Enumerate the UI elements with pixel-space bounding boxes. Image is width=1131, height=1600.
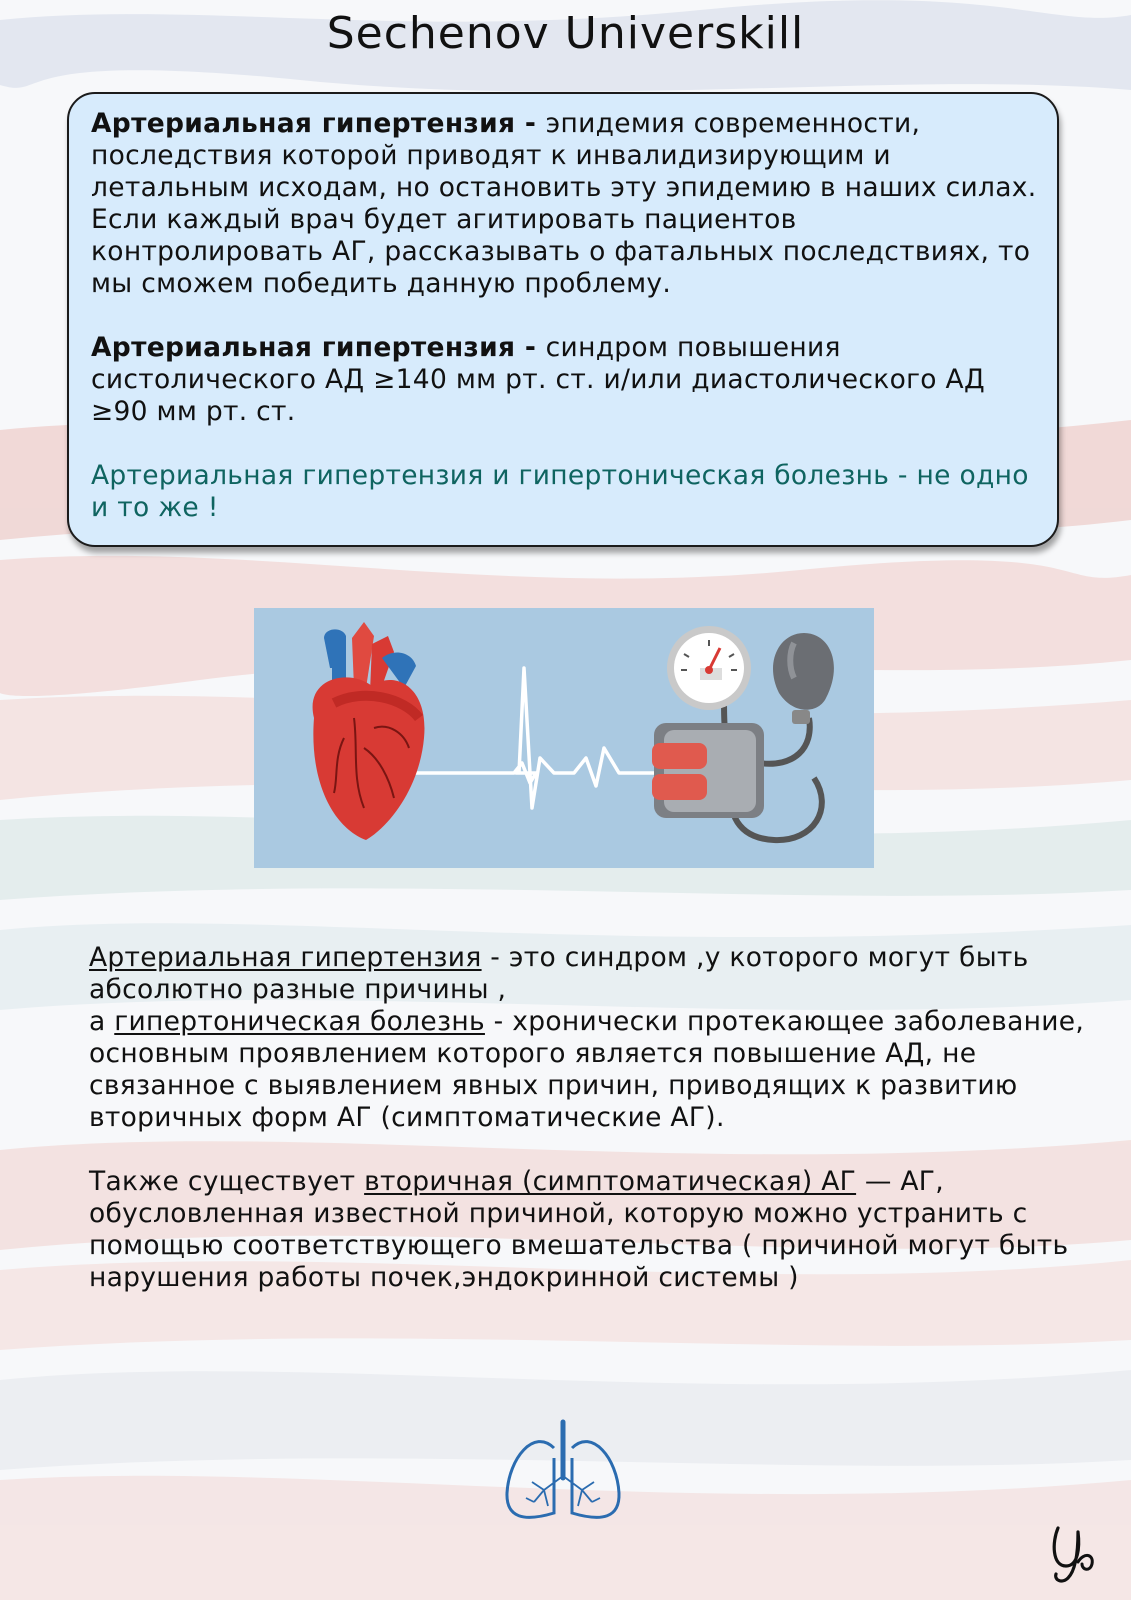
- paragraph-text: эпидемия современности, последствия которой приводят к инвалидизирующим и летальным исходам, но остановить эту эпидемию в наших силах. Если каждый врач будет агитировать пациентов контролировать АГ, рассказывать о фатальных последствиях, то мы сможем победить данную проблему.: [91, 108, 1037, 299]
- paragraph-text: — АГ, обусловленная известной причиной, которую можно устранить с помощью соответствующего вмешательства ( причиной могут быть нарушения работы почек,эндокринной системы ): [89, 1166, 1069, 1293]
- explanation-paragraph-1: [89, 942, 1089, 1134]
- infobox-paragraph-1: [91, 108, 1037, 300]
- paragraph-text: а: [89, 1006, 115, 1037]
- infobox-paragraph-2: [91, 332, 1037, 428]
- explanation-text: [89, 942, 1089, 1326]
- page-title: Sechenov Universkill: [326, 8, 805, 59]
- blood-pressure-monitor-icon: [652, 626, 834, 840]
- underlined-term: гипертоническая болезнь: [114, 1006, 485, 1037]
- hypertension-illustration: [254, 608, 874, 868]
- brand-monogram-icon: [1048, 1522, 1098, 1584]
- definition-infobox: [67, 92, 1059, 547]
- highlight-text: Артериальная гипертензия и гипертоническая болезнь - не одно и то же !: [91, 460, 1029, 523]
- paragraph-text: - это синдром ,у которого могут быть абсолютно разные причины ,: [89, 942, 1029, 1005]
- heartbeat-line-icon: [414, 668, 654, 808]
- term-label: Артериальная гипертензия -: [91, 108, 546, 139]
- heart-icon: [313, 622, 425, 840]
- paragraph-text: Также существует: [89, 1166, 365, 1197]
- lungs-icon: [504, 1418, 622, 1528]
- infobox-highlight: [91, 460, 1037, 524]
- term-label: Артериальная гипертензия -: [91, 332, 546, 363]
- underlined-term: Артериальная гипертензия: [89, 942, 482, 973]
- explanation-paragraph-2: [89, 1166, 1089, 1294]
- paragraph-text: - хронически протекающее заболевание, основным проявлением которого является повышение АД, не связанное с выявлением явных причин, приводящих к развитию вторичных форм АГ (симптоматические АГ).: [89, 1006, 1085, 1133]
- paragraph-text: синдром повышения систолического АД ≥140 мм рт. ст. и/или диастолического АД ≥90 мм рт. ст.: [91, 332, 985, 427]
- underlined-term: вторичная (симптоматическая) АГ: [364, 1166, 857, 1197]
